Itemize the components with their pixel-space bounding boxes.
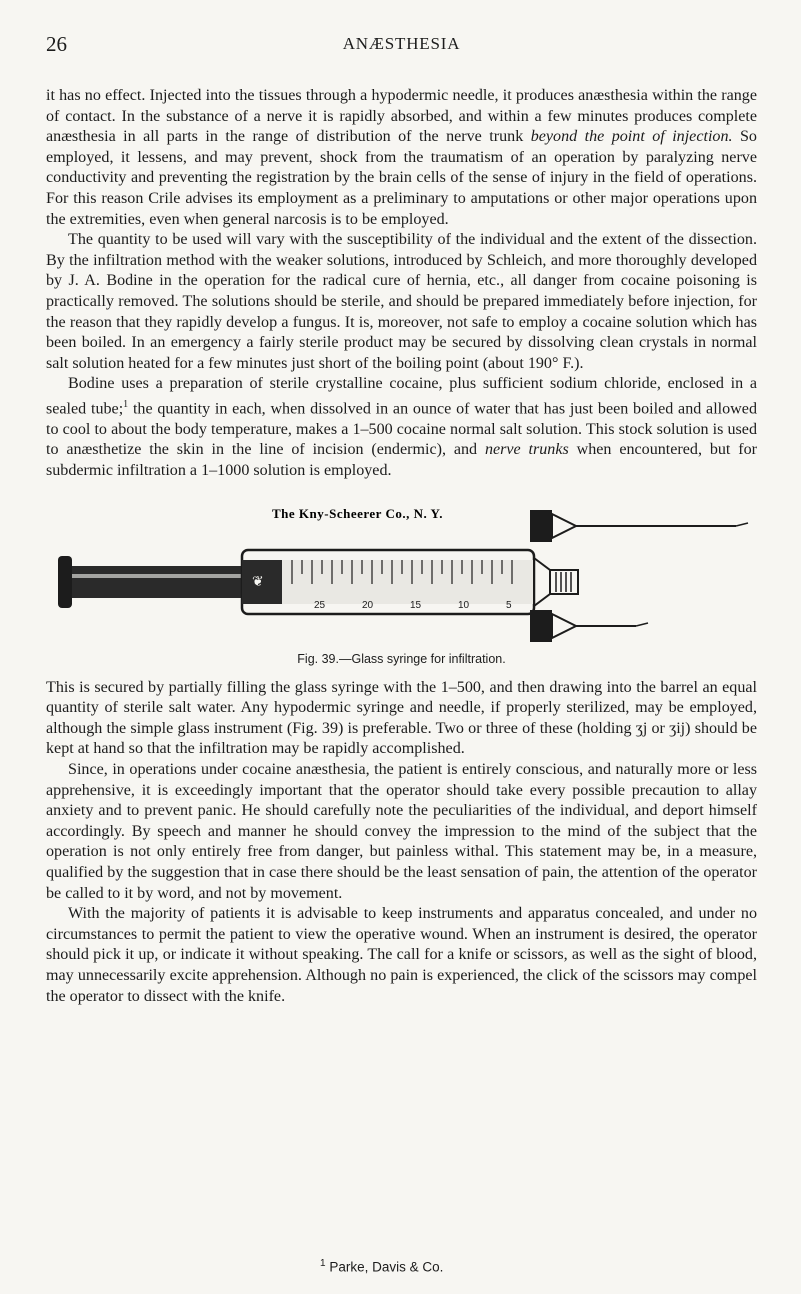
plunger-highlight — [72, 574, 242, 578]
barrel-glass — [242, 560, 534, 604]
scale-mark-25: 25 — [314, 599, 326, 611]
paragraph-2 — [46, 230, 757, 374]
paragraph-3-emphasis: nerve trunks — [484, 441, 569, 459]
spare-needle-tip-bottom — [636, 623, 648, 626]
spare-needle-tip-top — [736, 523, 748, 526]
running-title: ANÆSTHESIA — [342, 34, 461, 53]
paragraph-3 — [46, 374, 757, 481]
maker-logo-icon: ❦ — [252, 573, 264, 590]
paragraph-6 — [46, 904, 757, 1007]
footnote-marker: 1 — [320, 1258, 326, 1269]
footnote-text: Parke, Davis & Co. — [329, 1259, 444, 1275]
paragraph-4-text: This is secured by partially filling the glass syringe with the 1–500, and then drawing into the barrel an equal quantity of sterile salt water. Any hypodermic syringe and needle, if properly sterilized, may be employed, although the simple glass instrument (Fig. 39) is preferable. Two or three of these (holding ʒj or ʒij) should be kept at hand so that the infiltration may be rapidly accomplished. — [46, 678, 757, 758]
needle-hub — [550, 570, 578, 594]
maker-label: The Kny-Scheerer Co., N. Y. — [272, 505, 443, 521]
paragraph-6-text: With the majority of patients it is advisable to keep instruments and apparatus concealed, and under no circumstances to permit the patient to view the operative wound. When an instrument is desired, the operator should pick it up, or indicate it without speaking. The call for a knife or scissors, as well as the sight of blood, may unnecessarily excite apprehension. Although no pain is experienced, the click of the scissors may compel the operator to dissect with the knife. — [46, 905, 757, 1005]
spare-needle-hub-top — [530, 510, 552, 542]
paragraph-1 — [46, 86, 757, 230]
footnote — [320, 1258, 443, 1275]
syringe-illustration — [46, 496, 757, 646]
spare-needle-cone-top — [552, 514, 576, 538]
paragraph-5 — [46, 760, 757, 904]
scale-mark-10: 10 — [458, 599, 470, 611]
paragraph-5-text: Since, in operations under cocaine anæsthesia, the patient is entirely conscious, and naturally more or less apprehensive, it is exceedingly important that the operator should take every possible precaution to allay anxiety and to prevent panic. He should carefully note the peculiarities of the individual, and deport himself accordingly. By speech and manner he should convey the impression to the mind of the subject that the operation is not only entirely free from danger, but painless withal. This statement may be, in a measure, qualified by the suggestion that in case there should be the least sensation of pain, the attention of the operator be called to it by word, and not by movement. — [46, 761, 757, 902]
paragraph-1-text-b: So employed, it lessens, and may prevent, shock from the traumatism of an operation by paralyzing nerve conductivity and preventing the registration by the brain cells of the sense of injury in the field of operations. For this reason Crile advises its employment as a preliminary to amputations or other major operations upon the extremities, even when general narcosis is to be employed. — [46, 128, 757, 228]
paragraph-3-text-c: when encountered, but for subdermic infiltration a 1–1000 solution is employed. — [46, 441, 758, 480]
paragraph-2-text: The quantity to be used will vary with the susceptibility of the individual and the extent of the dissection. By the infiltration method with the weaker solutions, introduced by Schleich, and more thoroughly developed by J. A. Bodine in the operation for the radical cure of hernia, etc., all danger from cocaine poisoning is practically removed. The solutions should be sterile, and should be prepared immediately before injection, for the reason that they rapidly develop a fungus. It is, moreover, not safe to employ a cocaine solution which has been boiled. In an emergency a fairly sterile product may be secured by dissolving clean crystals in normal salt solution heated for a few minutes just short of the boiling point (about 190° F.). — [46, 231, 757, 372]
plunger-rod — [72, 566, 242, 598]
spare-needle-hub-bottom — [530, 610, 552, 642]
hub-ridges — [556, 572, 571, 592]
scale-mark-20: 20 — [362, 599, 374, 611]
paragraph-4 — [46, 678, 757, 760]
spare-needle-cone-bottom — [552, 614, 576, 638]
paragraph-1-text-a: it has no effect. Injected into the tissues through a hypodermic needle, it produces anæsthesia within the range of contact. In the substance of a nerve it is rapidly absorbed, and within a few minutes produces complete anæsthesia in all parts in the range of distribution of the nerve trunk — [46, 87, 757, 146]
running-head — [46, 30, 757, 60]
figure-caption: Fig. 39.—Glass syringe for infiltration. — [297, 651, 506, 666]
paragraph-1-emphasis: beyond the point of injection. — [530, 128, 733, 146]
figure-39 — [46, 496, 757, 666]
footnote-reference[interactable]: 1 — [123, 398, 129, 410]
paragraph-3-text-a: Bodine uses a preparation of sterile crystalline cocaine, plus sufficient sodium chloride, enclosed in a sealed tube; — [46, 375, 757, 418]
plunger-cap-icon — [58, 556, 72, 608]
paragraph-3-text-b: the quantity in each, when dissolved in an ounce of water that has just been boiled and allowed to cool to about the body temperature, makes a 1–500 cocaine normal salt solution. This stock solution is used to anæsthetize the skin in the line of incision (endermic), and — [46, 400, 757, 459]
scale-mark-15: 15 — [410, 599, 422, 611]
page-number: 26 — [46, 32, 67, 56]
scale-mark-5: 5 — [506, 599, 512, 611]
syringe-nozzle — [534, 558, 550, 606]
